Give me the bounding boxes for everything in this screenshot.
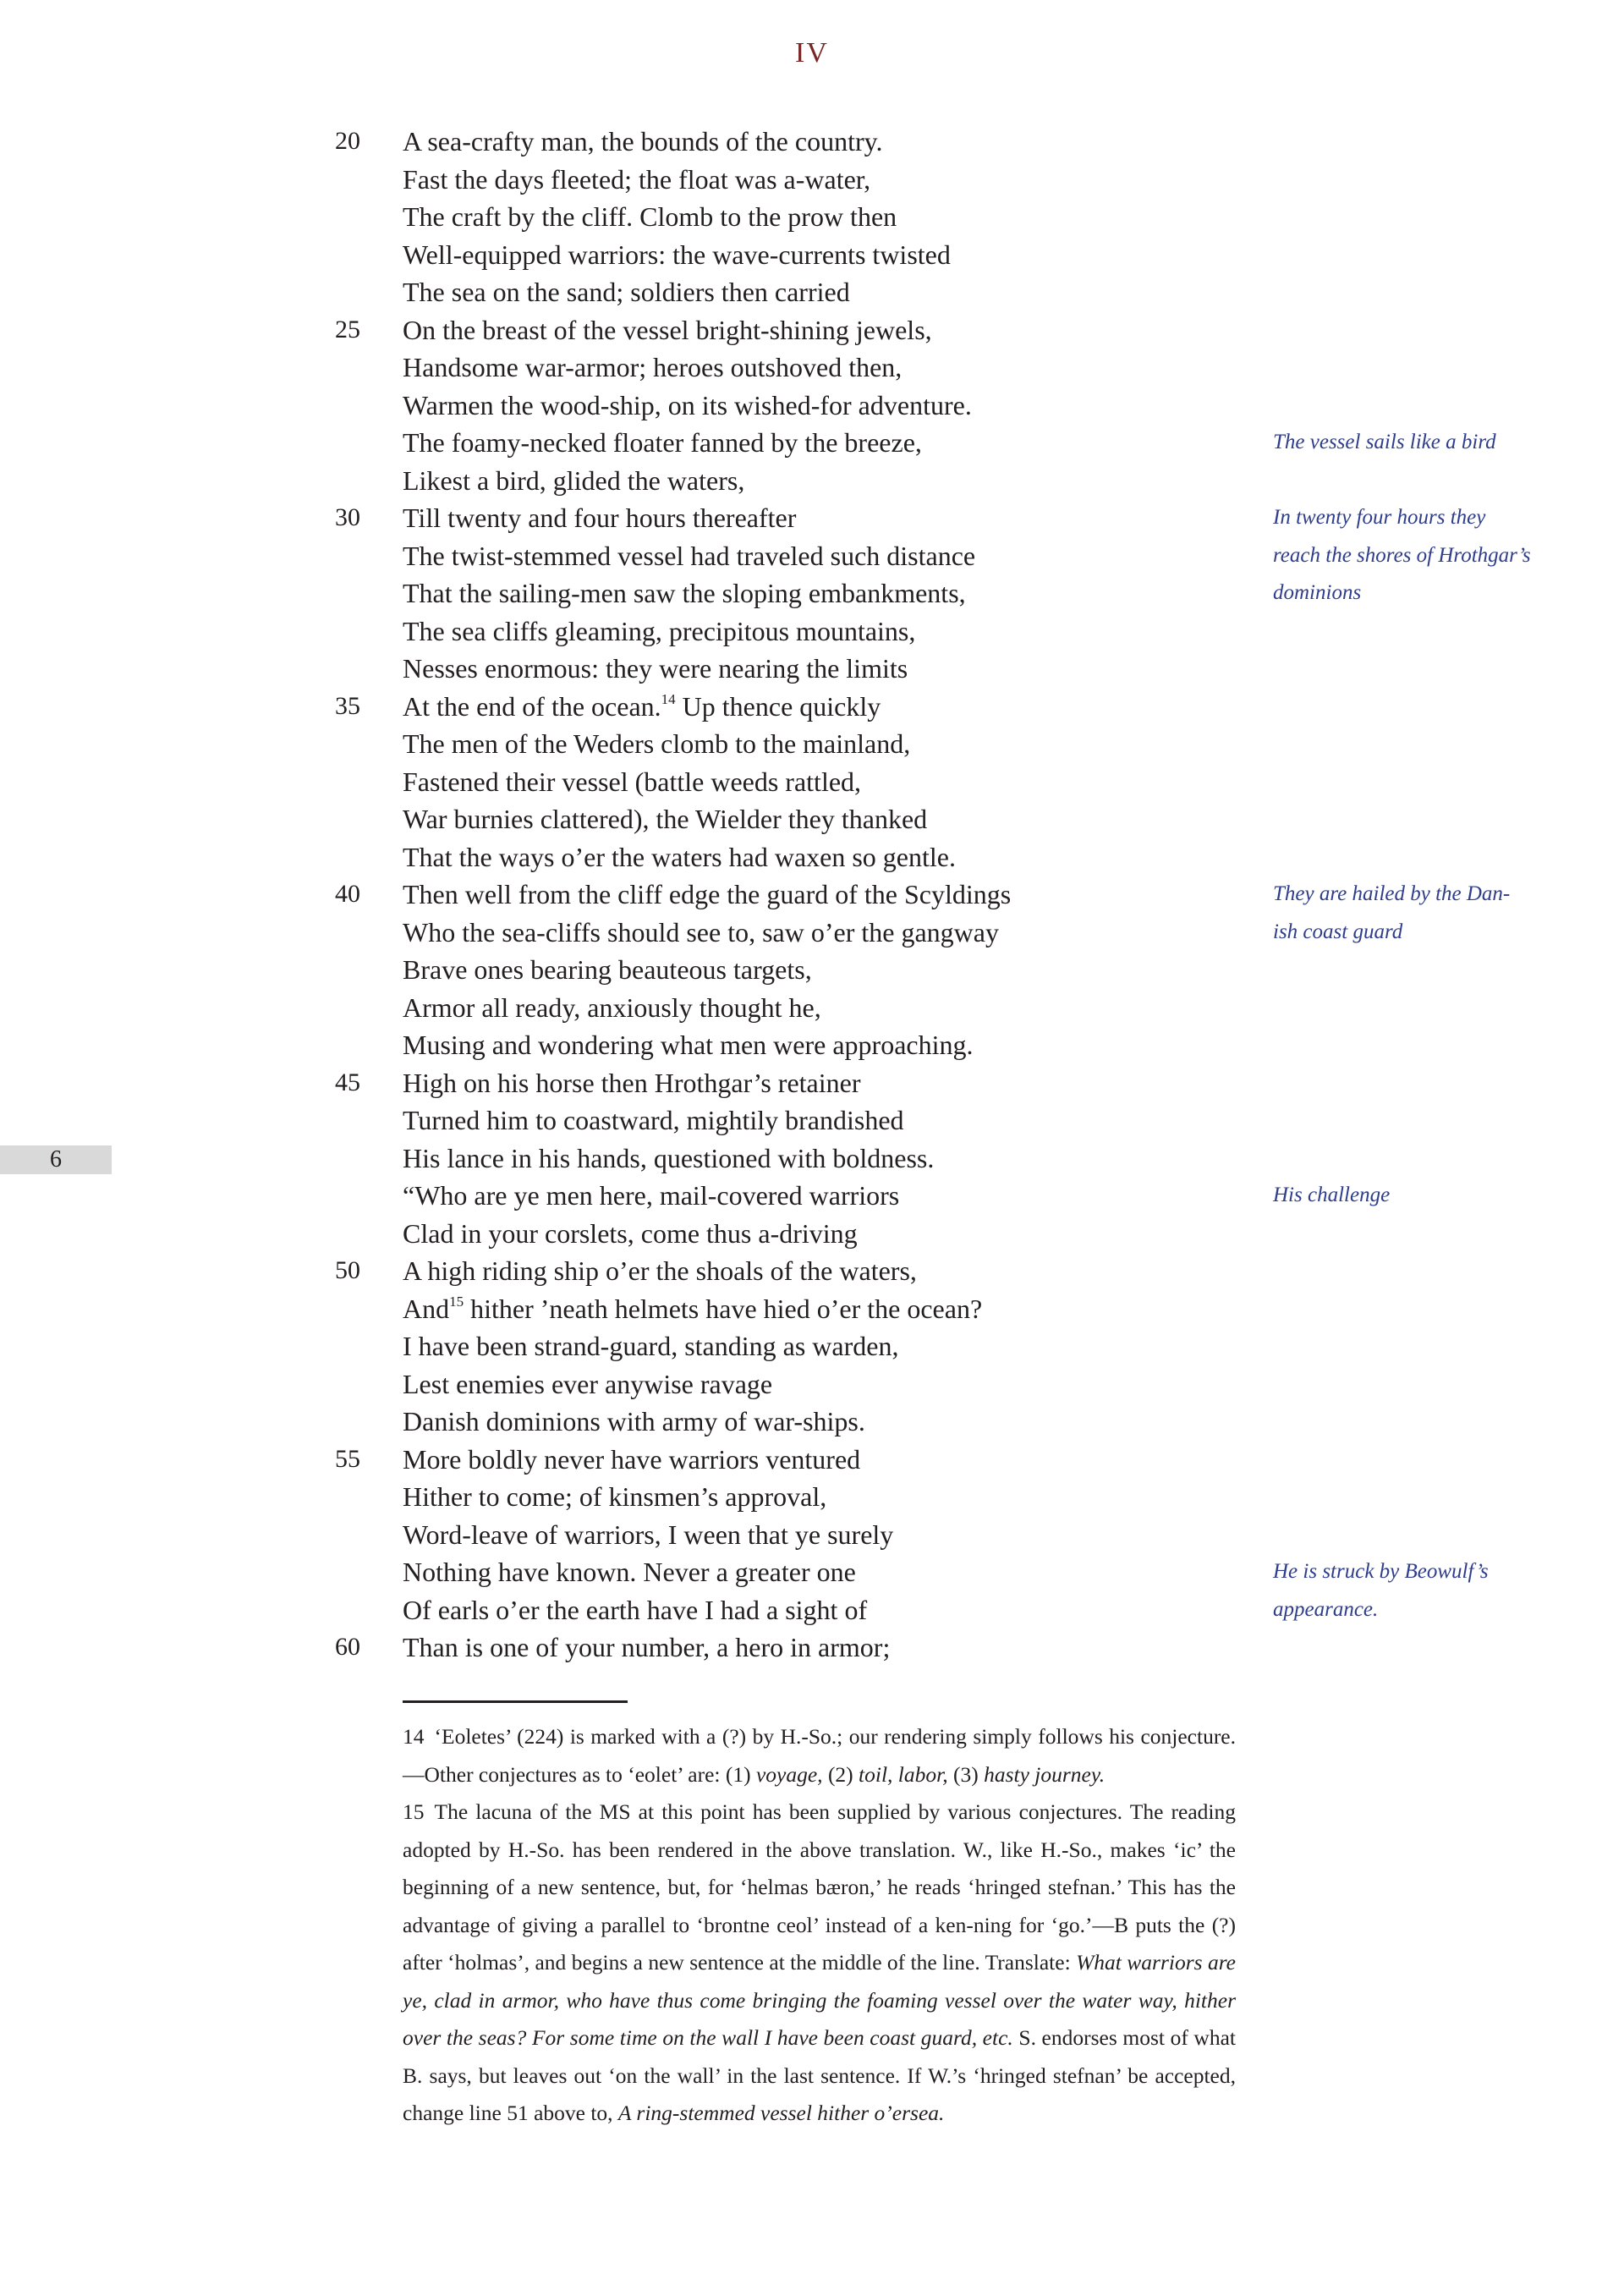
line-text: Clad in your corslets, come thus a-driving bbox=[403, 1217, 858, 1249]
line-number: 55 bbox=[335, 1444, 360, 1473]
footnote-text: A ring-stemmed vessel hither o’ersea. bbox=[617, 2101, 945, 2125]
line-text: The foamy-necked floater fanned by the breeze, bbox=[403, 427, 922, 458]
poem-line bbox=[0, 1516, 1624, 1554]
line-text: And$^{15}$ hither ’neath helmets have hied o’er the ocean? bbox=[403, 1293, 983, 1324]
footnote-ref: 14 bbox=[661, 690, 676, 707]
line-text: Turned him to coastward, mightily brandished bbox=[403, 1105, 904, 1135]
poem-line bbox=[0, 236, 1624, 274]
poem-line bbox=[0, 989, 1624, 1027]
poem-line bbox=[0, 1026, 1624, 1064]
poem-line bbox=[0, 161, 1624, 199]
margin-note-line: The vessel sails like a bird bbox=[1273, 431, 1496, 453]
line-number: 25 bbox=[335, 315, 360, 343]
poem-line bbox=[0, 763, 1624, 801]
poem-line bbox=[0, 1252, 1624, 1290]
line-number: 40 bbox=[335, 880, 360, 908]
margin-note-line: reach the shores of Hrothgar’s bbox=[1273, 543, 1531, 567]
footnote bbox=[403, 1793, 1236, 2133]
line-text: Musing and wondering what men were approaching. bbox=[403, 1030, 974, 1060]
chapter-heading: IV bbox=[795, 37, 829, 69]
line-text: Who the sea-cliffs should see to, saw o’er the gangway bbox=[403, 916, 999, 948]
margin-note-line: In twenty four hours they bbox=[1273, 506, 1486, 529]
line-text: His lance in his hands, questioned with boldness. bbox=[403, 1142, 935, 1173]
margin-note bbox=[1273, 1553, 1544, 1629]
footnote-text: The lacuna of the MS at this point has been supplied by various conjectures. The reading adopted by H.-So. has been rendered in the above translation. W., like H.-So., makes ‘ic’ the beginning of a new sentence, but, for ‘helmas bæron,’ he reads ‘hringed stefnan.’ This has the advantage of giving a parallel to ‘brontne ceol’ instead of a ken-ning for ‘go.’—B puts the (?) after ‘holmas’, and begins a new sentence at the middle of the line. Translate: bbox=[403, 1799, 1236, 1975]
footnote-number: 15 bbox=[403, 1799, 425, 1824]
margin-note-line: They are hailed by the Dan- bbox=[1273, 882, 1511, 905]
footnote-ref: 15 bbox=[449, 1293, 464, 1310]
footnote-text: S. endorses most of what B. says, but leaves out ‘on the wall’ in the last sentence. If W.’s ‘hringed stefnan’ be accepted, change line 51 above to, bbox=[403, 2025, 1236, 2125]
line-text: The men of the Weders clomb to the mainland, bbox=[403, 728, 911, 759]
footnote-text: voyage, bbox=[755, 1761, 823, 1787]
line-text: Hither to come; of kinsmen’s approval, bbox=[403, 1481, 827, 1512]
margin-note-line: dominions bbox=[1273, 581, 1362, 604]
poem-line bbox=[0, 650, 1624, 688]
margin-note bbox=[1273, 1177, 1544, 1215]
poem-line bbox=[0, 1101, 1624, 1140]
poem-line bbox=[0, 1215, 1624, 1253]
line-text: Well-equipped warriors: the wave-currents twisted bbox=[403, 239, 951, 270]
margin-note-line: His challenge bbox=[1273, 1184, 1391, 1206]
margin-note bbox=[1273, 876, 1544, 951]
poem-line bbox=[0, 198, 1624, 236]
margin-note-line: ish coast guard bbox=[1273, 920, 1403, 943]
poem-line bbox=[0, 349, 1624, 387]
line-number: 50 bbox=[335, 1256, 360, 1284]
line-text: Fastened their vessel (battle weeds rattled, bbox=[403, 766, 862, 797]
footnote-text: hasty journey. bbox=[984, 1761, 1106, 1787]
line-text: A high riding ship o’er the shoals of the waters, bbox=[403, 1255, 917, 1286]
poem-line bbox=[0, 951, 1624, 989]
poem-line bbox=[0, 725, 1624, 763]
margin-note bbox=[1273, 499, 1544, 612]
poem-line bbox=[0, 1365, 1624, 1403]
page-number-tab: 6 bbox=[0, 1145, 112, 1174]
line-text: The craft by the cliff. Clomb to the prow then bbox=[403, 201, 897, 232]
line-text: War burnies clattered), the Wielder they thanked bbox=[403, 804, 928, 834]
line-text: Than is one of your number, a hero in armor; bbox=[403, 1632, 891, 1662]
poem-line bbox=[0, 387, 1624, 425]
line-number: 45 bbox=[335, 1068, 360, 1096]
margin-note-line: He is struck by Beowulf’s bbox=[1273, 1560, 1489, 1583]
poem-line bbox=[0, 1064, 1624, 1102]
poem-line bbox=[0, 688, 1624, 726]
line-text: Brave ones bearing beauteous targets, bbox=[403, 954, 812, 985]
line-text: “Who are ye men here, mail-covered warriors bbox=[403, 1180, 900, 1211]
poem-line bbox=[0, 1327, 1624, 1365]
line-text: Of earls o’er the earth have I had a sight of bbox=[403, 1594, 868, 1625]
line-text: I have been strand-guard, standing as warden, bbox=[403, 1331, 899, 1361]
line-text: At the end of the ocean.$^{14}$ Up thence quickly bbox=[403, 690, 881, 722]
poem-line bbox=[0, 123, 1624, 161]
poem-line bbox=[0, 1629, 1624, 1667]
line-text: That the ways o’er the waters had waxen so gentle. bbox=[403, 841, 956, 872]
line-text: The twist-stemmed vessel had traveled such distance bbox=[403, 540, 976, 571]
poem-line bbox=[0, 1478, 1624, 1516]
footnote-divider bbox=[403, 1700, 628, 1703]
line-number: 30 bbox=[335, 503, 360, 531]
footnote-text: toil, labor, bbox=[859, 1761, 948, 1787]
line-text: A sea-crafty man, the bounds of the country. bbox=[403, 126, 883, 157]
poem-line bbox=[0, 800, 1624, 838]
line-text: Danish dominions with army of war-ships. bbox=[403, 1406, 865, 1436]
line-text: Fast the days fleeted; the float was a-water, bbox=[403, 163, 871, 195]
line-text: Armor all ready, anxiously thought he, bbox=[403, 991, 821, 1023]
line-text: The sea on the sand; soldiers then carried bbox=[403, 277, 850, 307]
line-text: Handsome war-armor; heroes outshoved then, bbox=[403, 352, 903, 382]
footnote-text: (2) bbox=[822, 1761, 859, 1787]
poem-line bbox=[0, 311, 1624, 349]
line-text: Till twenty and four hours thereafter bbox=[403, 503, 797, 533]
poem-line bbox=[0, 1290, 1624, 1328]
line-text: Warmen the wood-ship, on its wished-for adventure. bbox=[403, 389, 972, 420]
line-text: The sea cliffs gleaming, precipitous mountains, bbox=[403, 615, 916, 646]
line-text: Nothing have known. Never a greater one bbox=[403, 1557, 856, 1587]
footnote-text: (3) bbox=[947, 1761, 985, 1787]
footnote-text: What warriors are ye, clad in armor, who have thus come bringing the foaming vessel over the water way, hither over the seas? For some time on the wall I have been coast guard, etc. bbox=[403, 1950, 1236, 2050]
line-number: 35 bbox=[335, 691, 360, 720]
margin-note bbox=[1273, 424, 1544, 462]
line-text: Nesses enormous: they were nearing the limits bbox=[403, 653, 908, 684]
line-text: More boldly never have warriors ventured bbox=[403, 1443, 861, 1475]
footnotes bbox=[403, 1718, 1236, 2133]
line-text: On the breast of the vessel bright-shining jewels, bbox=[403, 314, 932, 345]
line-text: Likest a bird, glided the waters, bbox=[403, 464, 745, 496]
margin-note-line: appearance. bbox=[1273, 1597, 1379, 1621]
poem-line bbox=[0, 838, 1624, 876]
footnote bbox=[403, 1718, 1236, 1793]
poem-line bbox=[0, 273, 1624, 311]
poem-line bbox=[0, 1140, 1624, 1178]
line-text: Word-leave of warriors, I ween that ye surely bbox=[403, 1519, 894, 1550]
poem-line bbox=[0, 462, 1624, 500]
footnote-number: 14 bbox=[403, 1724, 425, 1749]
line-text: Then well from the cliff edge the guard of the Scyldings bbox=[403, 879, 1012, 909]
poem-line bbox=[0, 612, 1624, 651]
footnote-text: ‘Eoletes’ (224) is marked with a (?) by H.-So.; our rendering simply follows his conjecture.—Other conjectures as to ‘eolet’ are: (1) bbox=[403, 1724, 1236, 1787]
line-number: 20 bbox=[335, 127, 360, 155]
poem-line bbox=[0, 1441, 1624, 1479]
poem-line bbox=[0, 1403, 1624, 1441]
line-text: That the sailing-men saw the sloping embankments, bbox=[403, 578, 966, 608]
line-text: High on his horse then Hrothgar’s retainer bbox=[403, 1067, 861, 1098]
line-text: Lest enemies ever anywise ravage bbox=[403, 1368, 773, 1399]
line-number: 60 bbox=[335, 1633, 360, 1661]
